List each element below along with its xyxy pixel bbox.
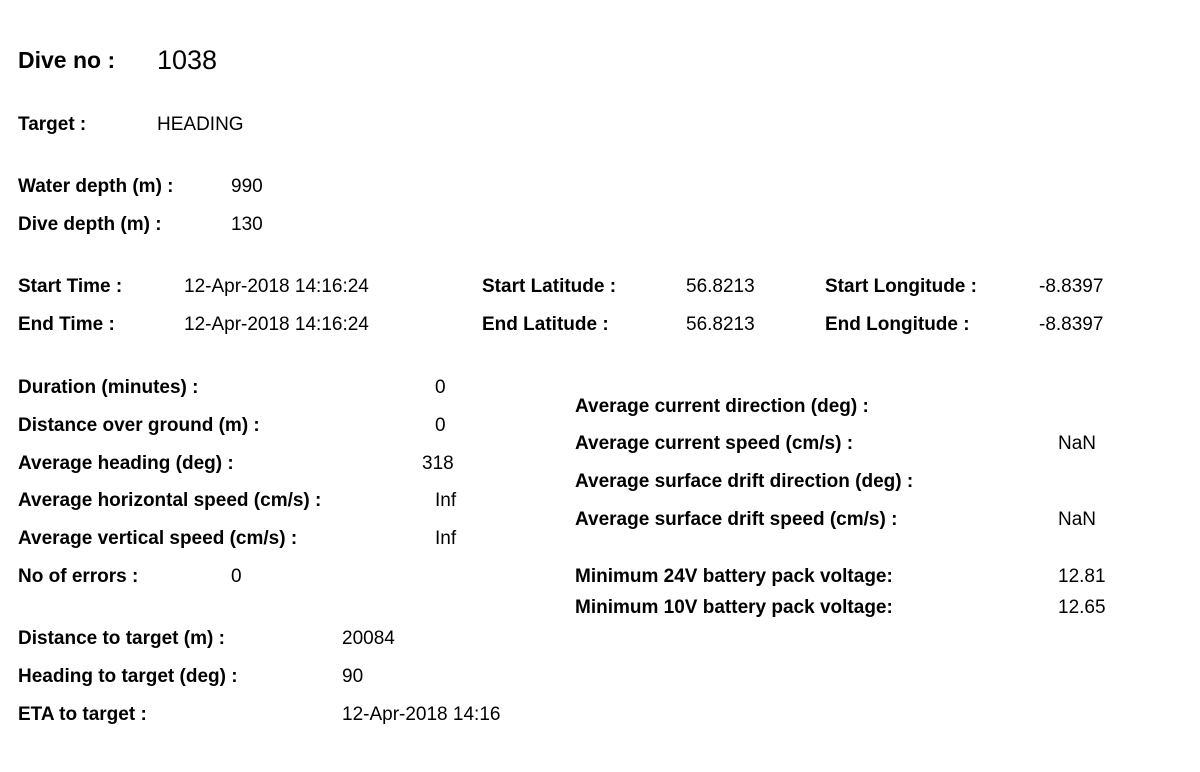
target-value: HEADING [157,114,244,135]
distance-over-ground-label: Distance over ground (m) : [18,415,260,436]
distance-to-target-label: Distance to target (m) : [18,628,225,649]
average-vertical-speed-value: Inf [435,528,457,549]
heading-to-target-value: 90 [342,666,364,687]
distance-to-target-value: 20084 [342,628,395,649]
heading-to-target-label: Heading to target (deg) : [18,666,238,687]
start-longitude-value: -8.8397 [1039,276,1104,297]
start-latitude-label: Start Latitude : [482,276,617,297]
duration-value: 0 [435,377,446,398]
current-speed-label: Average current speed (cm/s) : [575,433,854,454]
end-time-label: End Time : [18,314,115,335]
average-horizontal-speed-label: Average horizontal speed (cm/s) : [18,490,322,511]
dive-depth-value: 130 [231,214,263,235]
water-depth-label: Water depth (m) : [18,176,174,197]
start-latitude-value: 56.8213 [686,276,755,297]
average-heading-value: 318 [422,453,454,474]
end-time-value: 12-Apr-2018 14:16:24 [184,314,369,335]
current-direction-label: Average current direction (deg) : [575,396,869,417]
average-vertical-speed-label: Average vertical speed (cm/s) : [18,528,298,549]
average-horizontal-speed-value: Inf [435,490,457,511]
duration-label: Duration (minutes) : [18,377,199,398]
errors-label: No of errors : [18,566,139,587]
water-depth-value: 990 [231,176,263,197]
dive-no-value: 1038 [157,45,218,75]
current-speed-value: NaN [1058,433,1097,454]
dive-depth-label: Dive depth (m) : [18,214,162,235]
battery-24v-label: Minimum 24V battery pack voltage: [575,566,893,587]
eta-to-target-value: 12-Apr-2018 14:16 [342,704,501,725]
eta-to-target-label: ETA to target : [18,704,147,725]
battery-10v-value: 12.65 [1058,597,1106,618]
start-time-value: 12-Apr-2018 14:16:24 [184,276,369,297]
battery-24v-value: 12.81 [1058,566,1106,587]
errors-value: 0 [231,566,242,587]
dive-no-label: Dive no : [18,47,116,73]
end-latitude-label: End Latitude : [482,314,609,335]
start-time-label: Start Time : [18,276,123,297]
surface-drift-speed-label: Average surface drift speed (cm/s) : [575,509,898,530]
average-heading-label: Average heading (deg) : [18,453,234,474]
target-label: Target : [18,114,87,135]
end-latitude-value: 56.8213 [686,314,755,335]
battery-10v-label: Minimum 10V battery pack voltage: [575,597,893,618]
end-longitude-label: End Longitude : [825,314,970,335]
end-longitude-value: -8.8397 [1039,314,1104,335]
surface-drift-direction-label: Average surface drift direction (deg) : [575,471,914,492]
start-longitude-label: Start Longitude : [825,276,977,297]
distance-over-ground-value: 0 [435,415,446,436]
surface-drift-speed-value: NaN [1058,509,1097,530]
